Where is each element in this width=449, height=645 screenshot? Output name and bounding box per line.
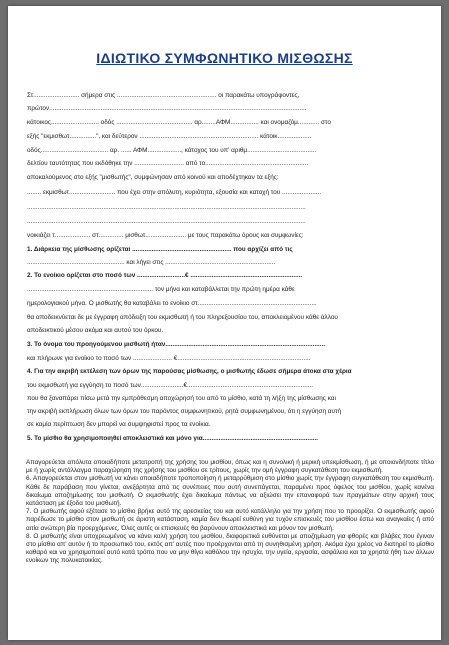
clause-2-receipt: θα αποδεικνύεται δε με έγγραφη απόδειξη του εκμισθωτή ή του πληρεξουσίου του, αποκλειομένου κάθε άλλου	[27, 314, 338, 321]
line-lease-terms: νοικιάζει τ.................... στ.............. μισθωτ....................... με τους παρακάτω όρους και συμφωνίες:	[27, 232, 304, 239]
line-blank-1: .............................................................................................................................................................	[27, 204, 306, 211]
clause-6-modifications: 6. Απαγορεύεται στον μισθωτή να κάνει οποιαδήποτε τροποποίηση ή μεταρρύθμιση στο μίσθιο χωρίς την έγγραφη συγκατάθεση του εκμισθωτή. Κάθε δε παράβαση που γίνεται, ανεξάρτητα από τις συνέπειες που αυτή συνεπάγεται, παραμένει προς όφελος του μισθίου, χωρίς κανένα δικαίωμα αποζημίωσης του μισθωτή. Ο εκμισθωτής έχει δικαίωμα πάντως να αξιώσει την επαναφορά των πραγμάτων στην αρχική τους κατάσταση με έξοδα του μισθωτή.	[26, 475, 434, 508]
clause-1-end: ....................................................... και λήγει στις ..............................................................	[27, 259, 276, 266]
clause-8-good-use: 8. Ο μισθωτής είναι υποχρεωμένος να κάνει καλή χρήση του μισθίου, διαφορετικά ευθύνεται με αποζημίωση για φθορές και βλάβες που έγιναν στο μίσθιο απ' αυτόν ή το προσωπικό του, εκτός απ' αυτές που προέρχονται από τη συνηθισμένη χρήση. Ακόμα έχει χρέος να διατηρεί το μίσθιο καθαρό και να χρησιμοποιεί αυτό κατά τρόπο που να μην θίγει καθόλου την ησυχία, την υγεία, εργασία, ασφάλεια και τα χρηστά ήθη των άλλων ενοίκων της πολυκατοικίας.	[26, 532, 434, 565]
line-date-place: Στ.......................... σήμερα στις ........................................................ οι παρακάτω υπογράφοντες,	[27, 92, 300, 99]
clause-2-proof: αποδεικτικού μέσου ακόμα και αυτού του όρκου.	[27, 327, 164, 334]
clause-2-rent: 2. Το ενοίκιο ορίζεται στο ποσό των ...........................€ ...............................................................	[27, 272, 303, 279]
document-title: ΙΔΙΩΤΙΚΟ ΣΥΜΦΩΝΗΤΙΚΟ ΜΙΣΘΩΣΗΣ	[96, 50, 353, 66]
contract-terms-section	[26, 459, 434, 566]
clause-3-previous-tenant: 3. Το όνομα του προηγούμενου μισθωτή ήταν..........................................................................................	[27, 341, 326, 348]
line-tenant-agreement: αποκαλούμενος στο εξής "μισθωτής", συμφώνησαν από κοινού και αποδέχτηκαν τα εξής:	[27, 174, 279, 181]
line-id-card: δελτίου ταυτότητας που εκδόθηκε την ............................ από το..........................................................	[27, 160, 309, 167]
clause-2-payment: ημερολογιακού μήνα. Ο μισθωτής θα καταβάλει το ενοίκιο στ...................................................................	[27, 300, 317, 307]
clause-7-condition: 7. Ο μισθωτής αφού εξέτασε το μίσθιο βρήκε αυτό της αρεσκείας του και αυτό κατάλληλο για την χρήση που το προορίζει. Ο εκμισθωτής αφού παρέδωσε το μίσθιο στον μισθωτή σε άριστη κατάσταση, καμία δεν θεωρεί ευθύνη για τυχόν επισκευές του μισθίου έστω και αναγκαίες ή από αιτία ανώτερη βία προερχόμενες. Όλες αυτές οι επισκευές θα βαρύνουν αποκλειστικά και μόνον τον μισθωτή.	[26, 508, 434, 532]
clause-5-use: 5. Το μίσθιο θα χρησιμοποιηθεί αποκλειστικά και μόνο για.................................................................	[27, 435, 319, 442]
clause-1-duration: 1. Διάρκεια της μίσθωσης ορίζεται ........................................................ που αρχίζει από τις	[27, 246, 293, 253]
clause-4-amount: του εκμισθωτή για εγγύηση το ποσό των........................€.......................................................................	[27, 382, 314, 389]
line-blank-2: .............................................................................................................................................................	[27, 218, 306, 225]
contract-document	[8, 6, 441, 640]
line-second-party-address: οδός...................................... αρ. ...... ΑΦΜ..................., κάτοχος του υπ' αριθμ.......................................	[27, 147, 317, 154]
line-first-party-address: κάτοικος........................... οδός ........................................... αρ........ΑΦΜ................ και ονομαζόμ............ στο	[27, 119, 331, 126]
line-property-owner: ........ εκμισθωτ.......................... που έχει στην απόλυτη, κυριότητα, εξουσία και κατοχή του ......................	[27, 189, 322, 196]
clause-3-previous-rent: και πλήρωνε για ενοίκιο το ποσό των ...................... €...........................................................................	[27, 355, 311, 362]
clause-4-deposit: 4. Για την ακριβή εκτέλεση των όρων της παρούσας μίσθωσης, ο μισθωτής έδωσε σήμερα άτοκα στα χέρια	[27, 368, 352, 375]
clause-4-fulfillment: την ακριβή εκπλήρωση όλων των όρων του παρόντος συμφωνητικού, ρητά συμφωνημένου, ότι η εγγύηση αυτή	[27, 408, 342, 415]
clause-2-monthly: ....................................................................... τον μήνα και καταβάλλεται την πρώτη ημέρα κάθε	[27, 286, 295, 293]
clause-4-return: που θα ξαναπάρει πίσω μετά την εμπρόθεσμη αποχώρησή του από το μίσθιο, κατά τη λήξη της μίσθωσης και	[27, 395, 336, 402]
paragraph-use-restriction: Απαγορεύεται απόλυτα οποιαδήποτε μετατροπή της χρήσης του μισθίου, όπως και η συνολική ή μερική υπεκμίσθωση, ή με οποιονδήποτε τίτλο με ή χωρίς αντάλλαγμα παραχώρηση της χρήσης του μισθίου σε τρίτους, χωρίς την ομή έγγραφη συγκατάθεση του εκμισθωτή.	[26, 459, 434, 475]
clause-4-no-offset: σε καμία περίπτωση δεν μπορεί να συμψηφιστεί προς τα ενοίκια.	[27, 421, 211, 428]
line-first-party: πρώτον.................................................................................................................................................	[27, 105, 307, 112]
line-landlord-second-party: εξής "εκμισθωτ...............", και δεύτερον ................................................................... κάτοικ...................	[27, 133, 312, 140]
